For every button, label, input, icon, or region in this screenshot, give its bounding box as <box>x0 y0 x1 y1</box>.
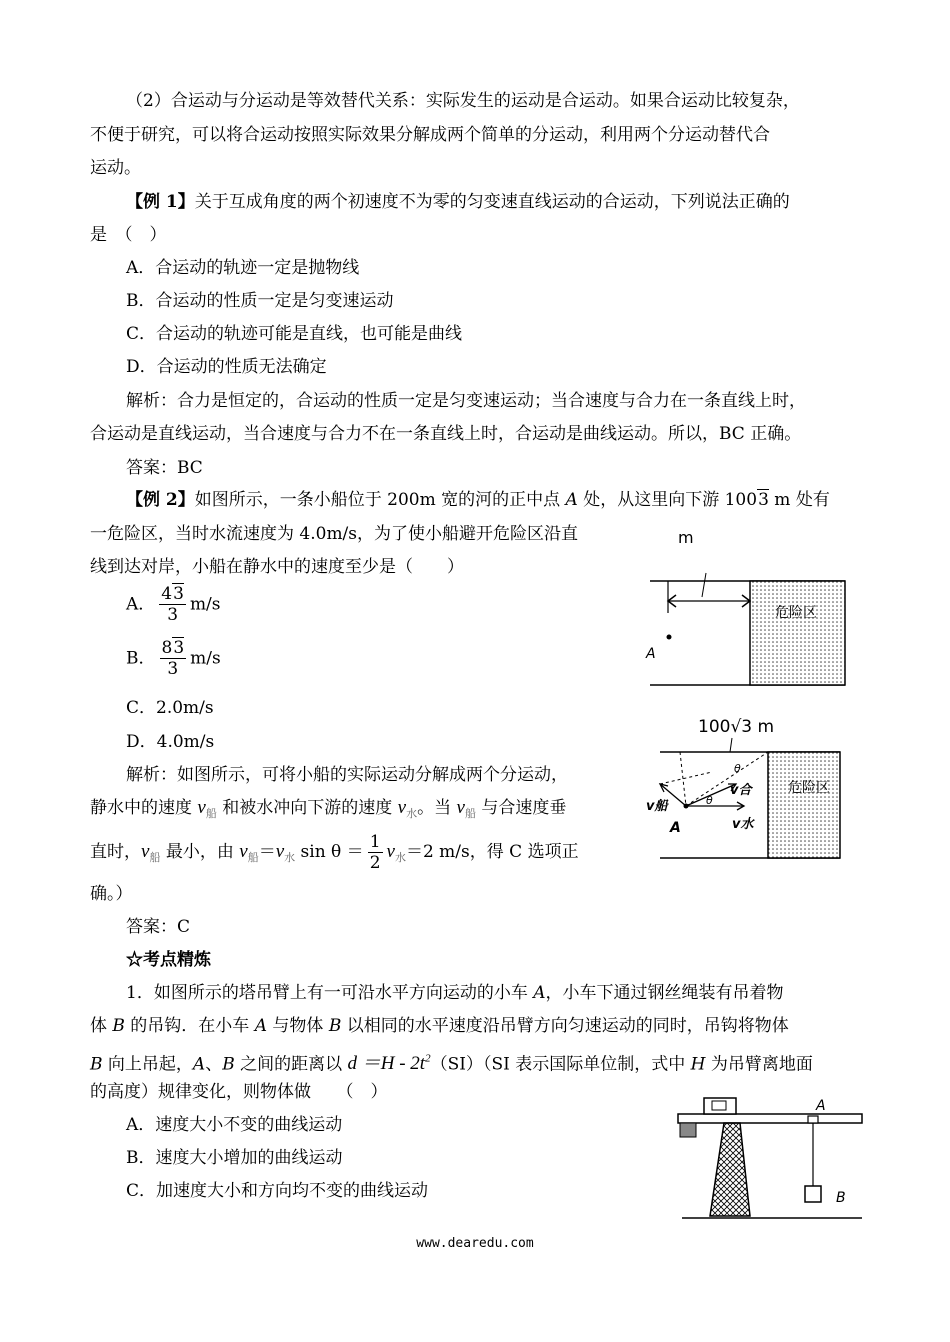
fig2-theta-bottom: θ <box>706 794 713 807</box>
v-symbol: v <box>197 797 206 818</box>
example1-option-b: B．合运动的性质一定是匀变速运动 <box>126 291 394 311</box>
q1-text-h: 、 <box>205 1054 223 1075</box>
drill-q1-line-2 <box>90 1015 789 1037</box>
drill-q1-line-4: 的高度）规律变化，则物体做 （ ） <box>90 1082 388 1102</box>
example1-stem <box>126 191 790 213</box>
half-numerator: 1 <box>369 832 381 852</box>
example2-stem-c: m 处有 <box>768 490 830 510</box>
equals-two: ＝2 <box>405 842 434 862</box>
sub-shui: 水 <box>284 851 296 864</box>
option-a-unit: m/s <box>189 594 221 615</box>
label-a: A <box>533 983 546 1003</box>
q1-text-c: 体 <box>90 1016 113 1036</box>
q1-text-j: （SI）（SI 表示国际单位制，式中 <box>430 1054 691 1075</box>
point-a-label: A <box>565 490 578 510</box>
example2-option-b <box>126 638 221 679</box>
half-denominator: 2 <box>369 853 381 873</box>
option-a-label: A． <box>126 594 156 615</box>
example2-stem-3: 线到达对岸，小船在静水中的速度至少是（ ） <box>90 557 464 577</box>
q1-text-f: 以相同的水平速度沿吊臂方向匀速运动的同时，吊钩将物体 <box>341 1016 789 1036</box>
example2-analysis-1: 解析：如图所示，可将小船的实际运动分解成两个分运动， <box>126 765 568 785</box>
example1-option-a: A．合运动的轨迹一定是抛物线 <box>126 258 360 278</box>
option-b-denominator: 3 <box>167 659 179 679</box>
sub-shui: 水 <box>406 807 418 820</box>
q1-text-i: 之间的距离以 <box>234 1054 348 1075</box>
analysis-text-a: 静水中的速度 <box>90 798 198 818</box>
drill-option-a: A．速度大小不变的曲线运动 <box>126 1115 343 1135</box>
figure-river-2 <box>640 708 860 863</box>
example2-answer: 答案：C <box>126 917 191 937</box>
section-title: ☆考点精炼 <box>126 950 211 970</box>
fig2-a-label: A <box>670 820 681 836</box>
example1-answer: 答案：BC <box>126 458 203 478</box>
option-b-numerator: 8 <box>161 638 173 658</box>
drill-option-c: C．加速度大小和方向均不变的曲线运动 <box>126 1181 429 1201</box>
sin-theta: sin θ ＝ <box>300 842 364 862</box>
analysis-text-c: 。当 <box>417 798 457 818</box>
formula-exponent: 2 <box>425 1053 431 1065</box>
analysis-text-d: 与合速度垂 <box>475 798 567 818</box>
example2-option-c: C．2.0m/s <box>126 698 214 718</box>
sub-chuan: 船 <box>149 851 161 864</box>
intro-line-3: 运动。 <box>90 158 141 178</box>
example2-option-a <box>126 584 221 625</box>
distance-formula <box>348 1053 431 1074</box>
fig2-distance-label: 100√3 m <box>698 717 775 737</box>
label-b: B <box>90 1054 103 1075</box>
fig1-danger-label: 危险区 <box>775 605 817 621</box>
footer-url: www.dearedu.com <box>416 1236 534 1251</box>
v-symbol: v <box>141 841 150 862</box>
sub-chuan: 船 <box>247 851 259 864</box>
label-b: B <box>328 1016 342 1036</box>
drill-q1-line-3 <box>90 1048 813 1075</box>
formula-text: d ＝H - 2t <box>347 1053 426 1075</box>
fig3-a-label: A <box>816 1098 826 1114</box>
fig2-theta-top: θ <box>734 762 741 775</box>
fig2-point-a <box>684 804 689 809</box>
equals: ＝ <box>258 842 276 862</box>
label-a: A <box>254 1016 267 1036</box>
example1-tag: 【例 1】 <box>126 192 195 212</box>
v-symbol: v <box>397 797 407 818</box>
fig2-danger-label: 危险区 <box>788 780 830 796</box>
intro-line-1: （2）合运动与分运动是等效替代关系：实际发生的运动是合运动。如果合运动比较复杂， <box>126 91 800 111</box>
example2-stem-2: 一危险区，当时水流速度为 4.0m/s，为了使小船避开危险区沿直 <box>90 524 579 544</box>
figure-river-1 <box>640 525 860 695</box>
sqrt-3: 3 <box>758 490 769 510</box>
q1-text-g: 向上吊起， <box>102 1054 193 1075</box>
v-symbol: v <box>275 841 285 862</box>
q1-text-a: 1．如图所示的塔吊臂上有一可沿水平方向运动的小车 <box>126 983 534 1003</box>
fig1-point-a <box>667 635 672 640</box>
fig1-a-label: A <box>646 646 656 662</box>
fig3-b-label: B <box>836 1190 846 1206</box>
option-a-denominator: 3 <box>167 605 179 625</box>
label-a: A <box>192 1054 206 1075</box>
q1-text-d: 的吊钩．在小车 <box>124 1016 255 1036</box>
q1-text-e: 与物体 <box>267 1016 329 1036</box>
example1-analysis-1: 解析：合力是恒定的，合运动的性质一定是匀变速运动；当合速度与合力在一条直线上时， <box>126 391 806 411</box>
label-h: H <box>690 1054 706 1075</box>
sub-chuan: 船 <box>205 807 217 820</box>
example2-stem <box>126 489 830 511</box>
fig1-m-label: m <box>678 528 694 547</box>
intro-line-2: 不便于研究，可以将合运动按照实际效果分解成两个简单的分运动，利用两个分运动替代合 <box>90 125 770 145</box>
figure-crane <box>670 1090 870 1225</box>
label-b: B <box>222 1054 235 1075</box>
fig2-v-total: v合 <box>730 783 752 798</box>
option-b-label: B． <box>126 648 156 669</box>
example1-stem-2: 是 （ ） <box>90 225 167 245</box>
example1-analysis-2: 合运动是直线运动，当合速度与合力不在一条直线上时，合运动是曲线运动。所以，BC 正确。 <box>90 424 802 444</box>
example1-option-d: D．合运动的性质无法确定 <box>126 357 327 377</box>
sub-chuan: 船 <box>464 807 476 820</box>
example2-analysis-2 <box>90 797 566 825</box>
example1-stem-text: 关于互成角度的两个初速度不为零的匀变速直线运动的合运动，下列说法正确的 <box>194 192 790 212</box>
analysis-text-g: m/s，得 C 选项正 <box>433 842 579 862</box>
analysis-text-e: 直时， <box>90 842 141 862</box>
fig2-v-boat: v船 <box>646 799 668 814</box>
analysis-text-f: 最小，由 <box>160 842 240 862</box>
v-symbol: v <box>239 841 248 862</box>
drill-option-b: B．速度大小增加的曲线运动 <box>126 1148 343 1168</box>
drill-q1-line-1 <box>126 982 784 1004</box>
q1-text-b: ，小车下通过钢丝绳装有吊着物 <box>545 983 784 1003</box>
example2-stem-b: 处，从这里向下游 100 <box>577 490 758 510</box>
q1-text-k: 为吊臂离地面 <box>705 1054 813 1075</box>
v-symbol: v <box>386 841 395 862</box>
option-a-root: 3 <box>173 584 184 604</box>
example1-option-c: C．合运动的轨迹可能是直线，也可能是曲线 <box>126 324 463 344</box>
label-b: B <box>112 1016 125 1036</box>
example2-option-d: D．4.0m/s <box>126 732 215 752</box>
fig2-v-water: v水 <box>732 817 754 832</box>
example2-analysis-3 <box>90 832 579 873</box>
sub-shui: 水 <box>394 851 406 864</box>
option-b-unit: m/s <box>190 648 221 669</box>
v-symbol: v <box>456 797 465 818</box>
example2-analysis-4: 确。） <box>90 884 133 904</box>
analysis-text-b: 和被水冲向下游的速度 <box>216 798 398 818</box>
option-b-root: 3 <box>173 638 185 658</box>
example2-stem-a: 如图所示，一条小船位于 200m 宽的河的正中点 <box>194 490 566 510</box>
option-a-numerator: 4 <box>161 584 173 604</box>
example2-tag: 【例 2】 <box>126 490 195 510</box>
